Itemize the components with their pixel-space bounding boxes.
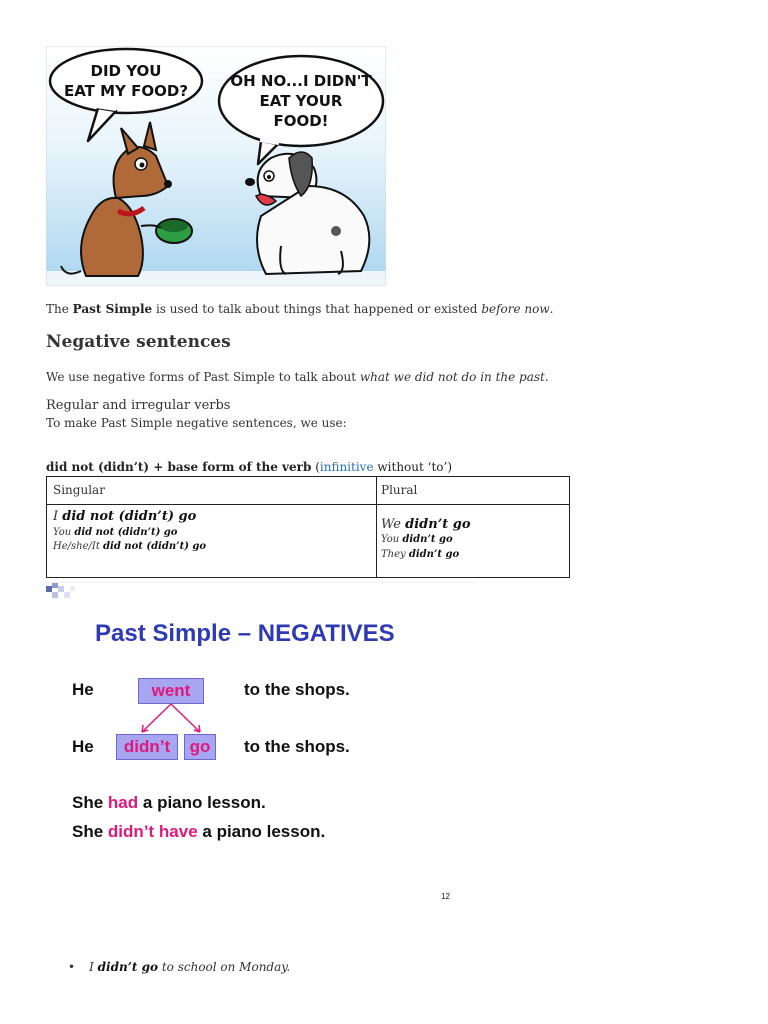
row2-aux-box: didn’t [116,734,178,760]
table-row: You did not (didn’t) go [53,527,178,538]
negatives-slide [70,608,470,858]
negative-use-italic: what we did not do in the past [359,370,545,384]
formula-rest: without ‘to’) [377,460,452,474]
bubble-left-line-2: EAT MY FOOD? [63,82,189,100]
table-header-singular: Singular [53,483,105,497]
split-arrows [70,608,470,858]
row2-verb-box: go [184,734,216,760]
negative-use-end: . [544,370,549,384]
table-column-divider [376,477,377,577]
row3-sentence: She had a piano lesson. [72,793,266,812]
bubble-right-line-2: EAT YOUR [259,92,343,110]
formula-bold: did not (didn’t) + base form of the verb [46,460,312,474]
negative-use-pre: We use negative forms of Past Simple to talk about [46,370,357,384]
formula-line [46,460,452,474]
row1-rest: to the shops. [244,680,350,699]
infinitive-link[interactable]: infinitive [319,460,374,474]
negative-use-paragraph [46,370,549,384]
slide-title: Past Simple – NEGATIVES [95,620,395,647]
row1-subject: He [72,680,94,699]
intro-end: . [549,302,554,316]
table-header-divider [47,504,569,505]
bubble-right-line-3: FOOD! [273,112,329,130]
bubble-right-line-1: OH NO...I DIDN'T [230,72,372,90]
decorative-squares [46,582,476,602]
example-bullet: • I didn’t go to school on Monday. [68,960,291,974]
intro-mid: is used to talk about things that happened or existed [155,302,478,316]
heading-regular-irregular: Regular and irregular verbs [46,398,231,413]
row4-sentence: She didn’t have a piano lesson. [72,822,326,841]
bubble-left-line-1: DID YOU [90,62,162,80]
intro-italic: before now [481,302,550,316]
table-header-plural: Plural [381,483,418,497]
conjugation-table [46,476,570,578]
table-row: You didn’t go [381,534,453,545]
heading-negative-sentences: Negative sentences [46,332,231,352]
intro-bold-term: Past Simple [72,302,153,316]
dogs-cartoon-image [46,46,386,286]
bullet-dot-icon: • [68,960,76,974]
formula-open-paren: ( [315,460,320,474]
table-row: They didn’t go [381,549,460,560]
row2-rest: to the shops. [244,737,350,756]
table-row: He/she/It did not (didn’t) go [53,541,207,552]
table-row: We didn’t go [381,517,471,532]
make-negative-text: To make Past Simple negative sentences, we use: [46,416,347,430]
table-row: I did not (didn’t) go [53,509,197,524]
intro-paragraph [46,302,553,316]
row2-subject: He [72,737,94,756]
page-number: 12 [441,892,450,901]
row1-verb-box: went [138,678,204,704]
intro-pre: The [46,302,69,316]
